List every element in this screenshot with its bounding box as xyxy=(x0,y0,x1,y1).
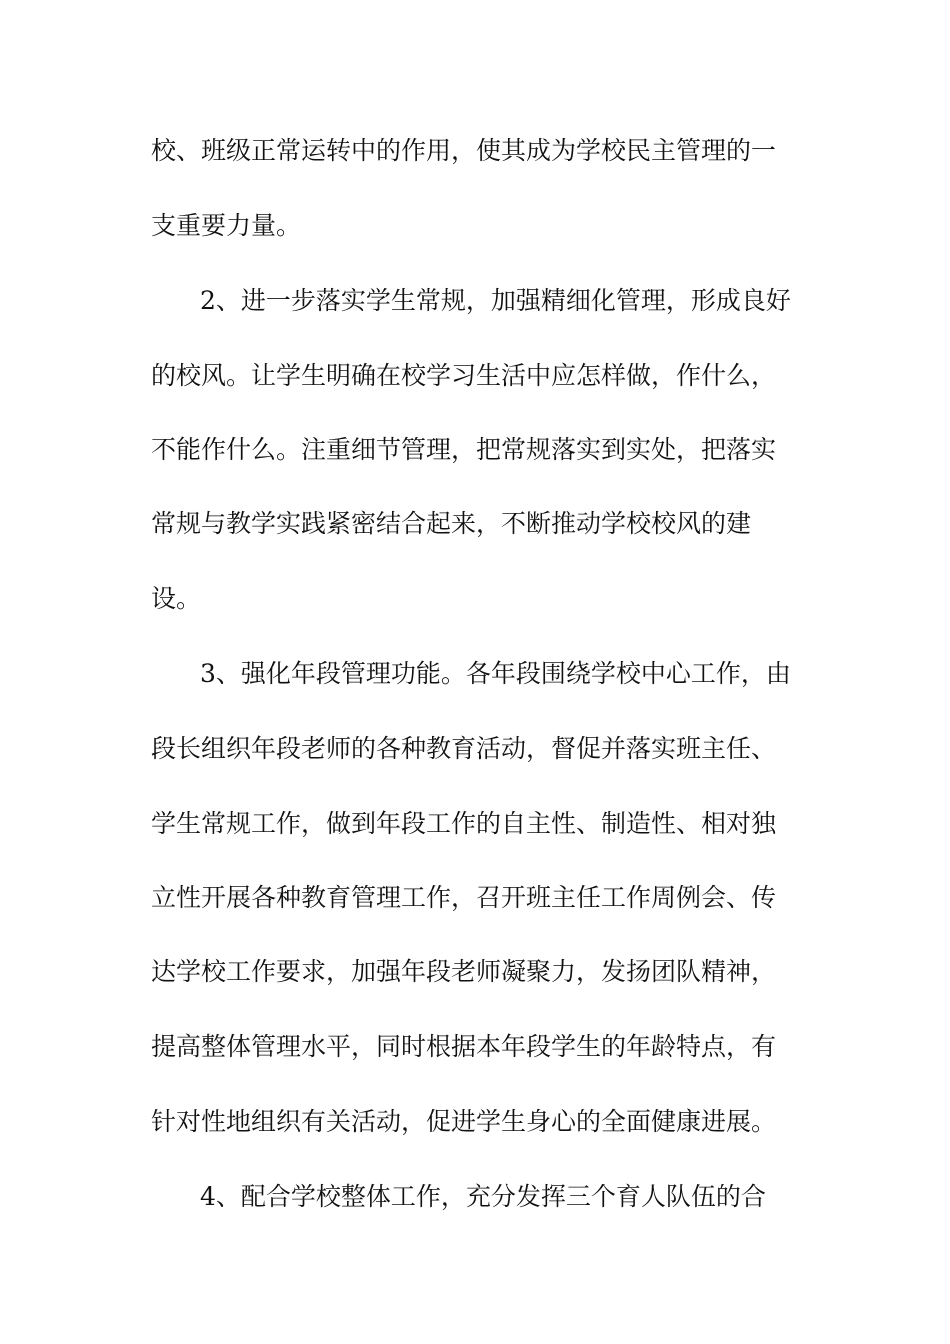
paragraph-start-line: 3、强化年段管理功能。各年段围绕学校中心工作，由 xyxy=(200,659,791,688)
text-line: 常规与教学实践紧密结合起来，不断推动学校校风的建 xyxy=(151,509,752,538)
paragraph-start-line: 4、配合学校整体工作，充分发挥三个育人队伍的合 xyxy=(200,1182,766,1211)
text-line: 的校风。让学生明确在校学习生活中应怎样做，作什么， xyxy=(151,361,777,390)
text-line: 提高整体管理水平，同时根据本年段学生的年龄特点，有 xyxy=(151,1032,777,1061)
text-line: 立性开展各种教育管理工作，召开班主任工作周例会、传 xyxy=(151,883,777,912)
text-line: 达学校工作要求，加强年段老师凝聚力，发扬团队精神， xyxy=(151,957,777,986)
paragraph-start-line: 2、进一步落实学生常规，加强精细化管理，形成良好 xyxy=(200,286,791,315)
text-line: 段长组织年段老师的各种教育活动，督促并落实班主任、 xyxy=(151,734,777,763)
text-line: 不能作什么。注重细节管理，把常规落实到实处，把落实 xyxy=(151,435,777,464)
text-line: 设。 xyxy=(151,584,202,613)
text-line: 针对性地组织有关活动，促进学生身心的全面健康进展。 xyxy=(151,1107,777,1136)
text-line: 校、班级正常运转中的作用，使其成为学校民主管理的一 xyxy=(151,136,777,165)
text-line: 学生常规工作，做到年段工作的自主性、制造性、相对独 xyxy=(151,809,777,838)
text-line: 支重要力量。 xyxy=(151,211,302,240)
